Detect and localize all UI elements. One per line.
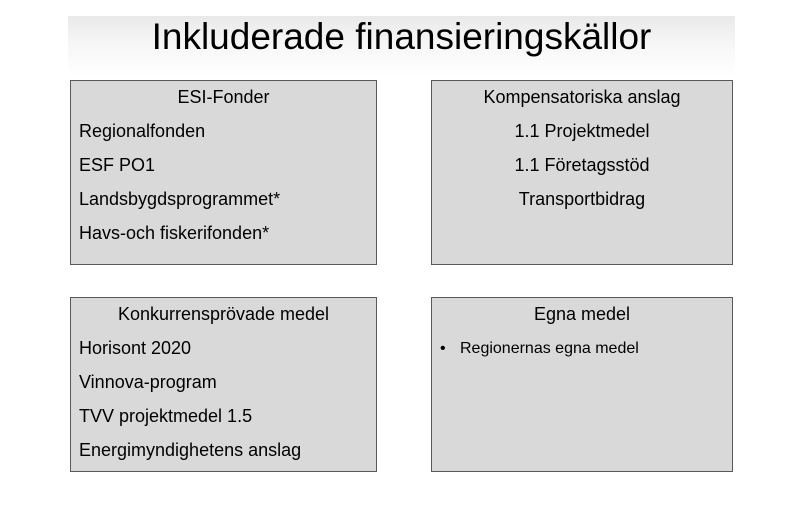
- kompensatoriska-anslag-list: [432, 120, 732, 210]
- kompensatoriska-anslag-box: [431, 80, 733, 265]
- egna-medel-header: Egna medel: [533, 304, 631, 324]
- list-item: Regionalfonden: [79, 121, 206, 141]
- egna-medel-box: [431, 297, 733, 472]
- list-item: 1.1 Företagsstöd: [514, 155, 650, 175]
- egna-medel-list: [432, 338, 732, 360]
- list-item-label: Regionernas egna medel: [460, 340, 639, 357]
- list-item: Horisont 2020: [79, 338, 192, 358]
- list-item: Transportbidrag: [518, 189, 646, 209]
- bullet-icon: •: [440, 340, 446, 357]
- konkurrensprovade-medel-box: [70, 297, 377, 472]
- list-item: Energimyndighetens anslag: [79, 440, 302, 460]
- kompensatoriska-anslag-header: Kompensatoriska anslag: [483, 87, 681, 107]
- konkurrensprovade-medel-header: Konkurrensprövade medel: [117, 304, 330, 324]
- list-item: TVV projektmedel 1.5: [79, 406, 253, 426]
- list-item: 1.1 Projektmedel: [514, 121, 650, 141]
- list-item: Havs-och fiskerifonden*: [79, 223, 270, 243]
- esi-fonder-box: [70, 80, 377, 265]
- list-item: Vinnova-program: [79, 372, 217, 392]
- konkurrensprovade-medel-list: [71, 337, 376, 461]
- esi-fonder-header: ESI-Fonder: [177, 87, 270, 107]
- list-item: Landsbygdsprogrammet*: [79, 189, 281, 209]
- list-item: [432, 338, 732, 360]
- esi-fonder-list: [71, 120, 376, 244]
- slide-title: Inkluderade finansieringskällor: [151, 16, 652, 57]
- list-item: ESF PO1: [79, 155, 156, 175]
